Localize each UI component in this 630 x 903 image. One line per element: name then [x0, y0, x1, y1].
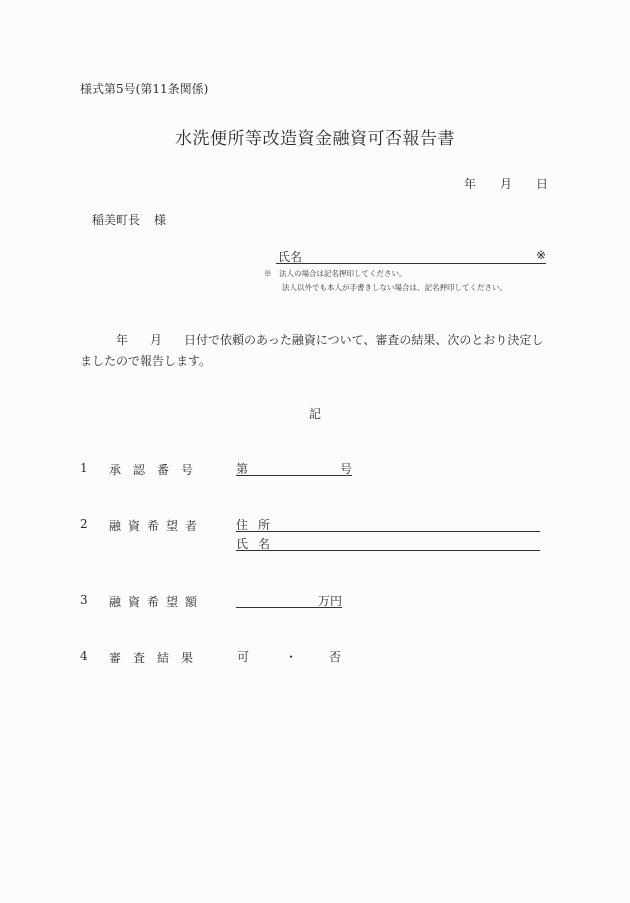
date-month-label: 月 [500, 177, 513, 191]
item-4-label: 審査結果 [109, 651, 206, 665]
date-year-label: 年 [464, 177, 477, 191]
applicant-name-field[interactable] [236, 535, 540, 551]
item-3-label: 融資希望額 [109, 595, 205, 609]
approval-number-field[interactable] [236, 460, 352, 476]
approval-number-prefix: 第 [236, 462, 249, 476]
body-text: 日付で依頼のあった融資について、審査の結果、次のとおり決定しましたので報告します。 [80, 333, 544, 368]
item-1-number: 1 [80, 461, 88, 475]
result-separator: ・ [285, 650, 298, 664]
item-2-number: 2 [80, 517, 88, 531]
result-approve-option[interactable]: 可 [237, 650, 250, 664]
document-title: 水洗便所等改造資金融資可否報告書 [175, 129, 455, 149]
applicant-address-label: 住所 [236, 518, 281, 532]
applicant-name-label: 氏名 [236, 537, 281, 551]
item-3-number: 3 [80, 593, 88, 607]
reference-mark-icon: ※ [535, 248, 546, 262]
addressee-honorific: 様 [154, 213, 167, 227]
signature-name-label: 氏名 [278, 250, 303, 264]
loan-amount-field[interactable] [236, 592, 342, 608]
item-2-label: 融資希望者 [109, 519, 205, 533]
body-year-label: 年 [116, 333, 129, 347]
loan-amount-unit: 万円 [317, 594, 342, 608]
form-number: 様式第5号(第11条関係) [80, 82, 209, 96]
item-4-number: 4 [80, 649, 88, 663]
report-body [80, 330, 550, 372]
date-day-label: 日 [536, 177, 549, 191]
signature-note-2: 法人以外でも本人が手書きしない場合は、記名押印してください。 [282, 283, 507, 292]
addressee [92, 211, 166, 228]
result-reject-option[interactable]: 否 [329, 650, 342, 664]
item-1-label: 承認番号 [109, 463, 206, 477]
approval-number-suffix: 号 [339, 462, 352, 476]
body-month-label: 月 [150, 333, 163, 347]
signature-name-field[interactable] [276, 248, 546, 264]
signature-note-1: ※ 法人の場合は記名押印してください。 [264, 269, 407, 278]
addressee-name: 稲美町長 [92, 213, 141, 227]
applicant-address-field[interactable] [236, 516, 540, 532]
ki-heading: 記 [308, 407, 321, 421]
